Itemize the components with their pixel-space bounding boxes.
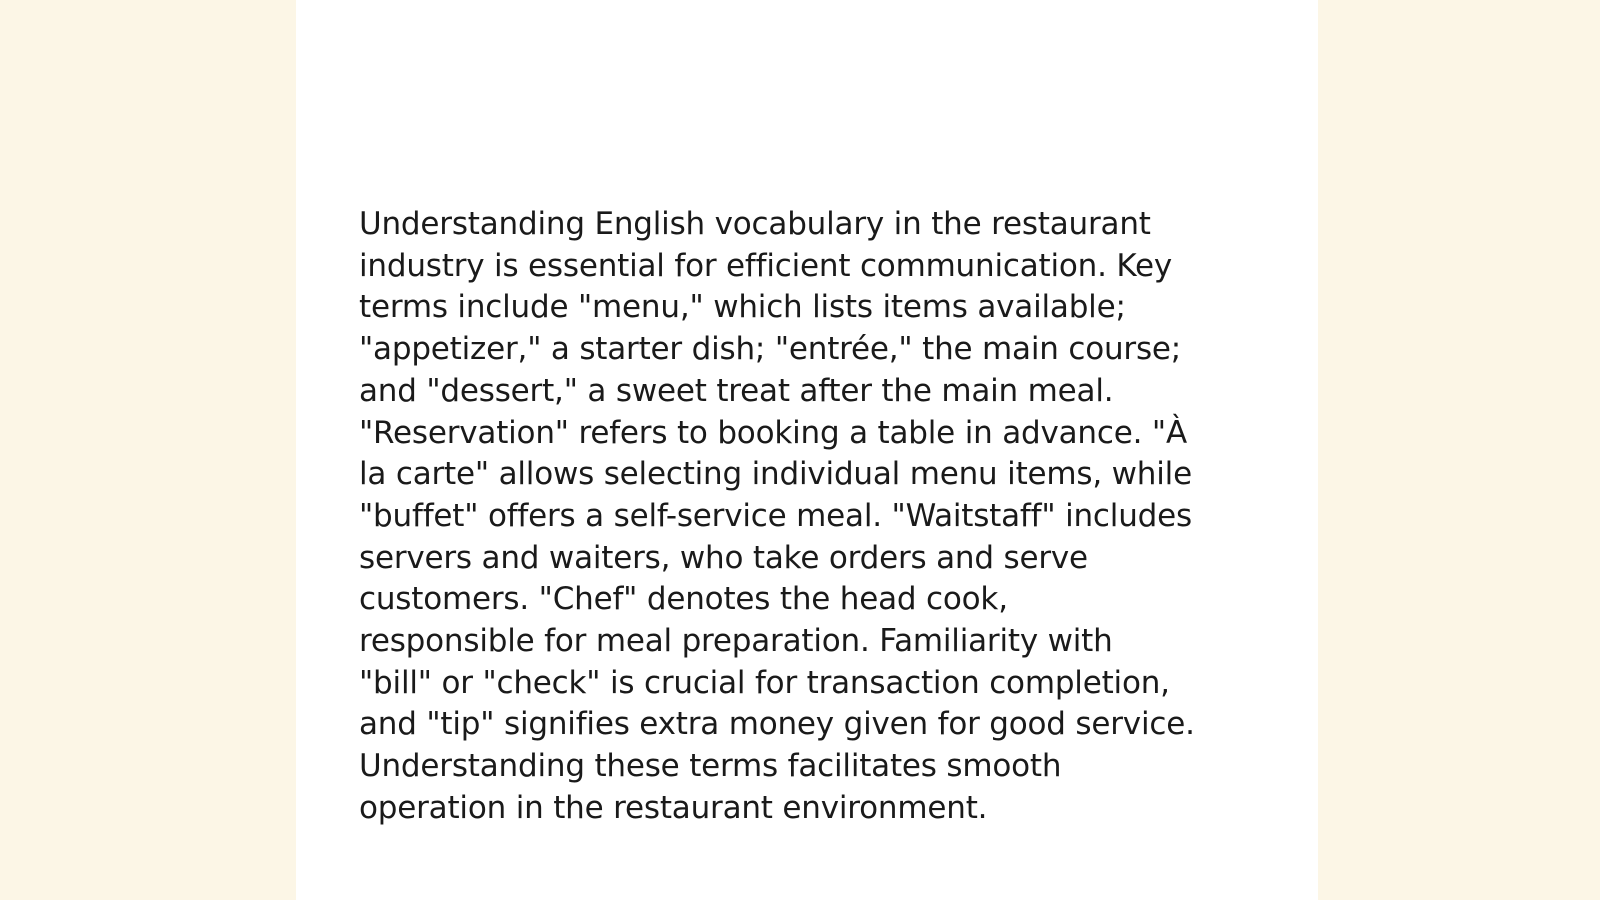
paragraph-line: "buffet" offers a self-service meal. "Waitstaff" includes (359, 497, 1192, 534)
paragraph-line: "bill" or "check" is crucial for transaction completion, (359, 664, 1170, 701)
document-page (296, 0, 1318, 900)
paragraph-line: la carte" allows selecting individual menu items, while (359, 456, 1192, 493)
paragraph-line: "appetizer," a starter dish; "entrée," the main course; (359, 331, 1182, 368)
paragraph-line: Understanding English vocabulary in the restaurant (359, 206, 1151, 242)
paragraph-line: operation in the restaurant environment. (359, 789, 988, 826)
body-paragraph (359, 204, 1259, 830)
paragraph-line: responsible for meal preparation. Familiarity with (359, 623, 1113, 660)
paragraph-line: industry is essential for efficient communication. Key (359, 247, 1173, 284)
paragraph-line: and "tip" signifies extra money given for good service. (359, 706, 1195, 743)
paragraph-line: servers and waiters, who take orders and serve (359, 539, 1088, 576)
paragraph-line: customers. "Chef" denotes the head cook, (359, 581, 1008, 618)
paragraph-line: and "dessert," a sweet treat after the main meal. (359, 372, 1114, 409)
paragraph-line: "Reservation" refers to booking a table in advance. "À (359, 414, 1187, 451)
paragraph-line: terms include "menu," which lists items available; (359, 289, 1126, 326)
paragraph-line: Understanding these terms facilitates smooth (359, 748, 1062, 785)
